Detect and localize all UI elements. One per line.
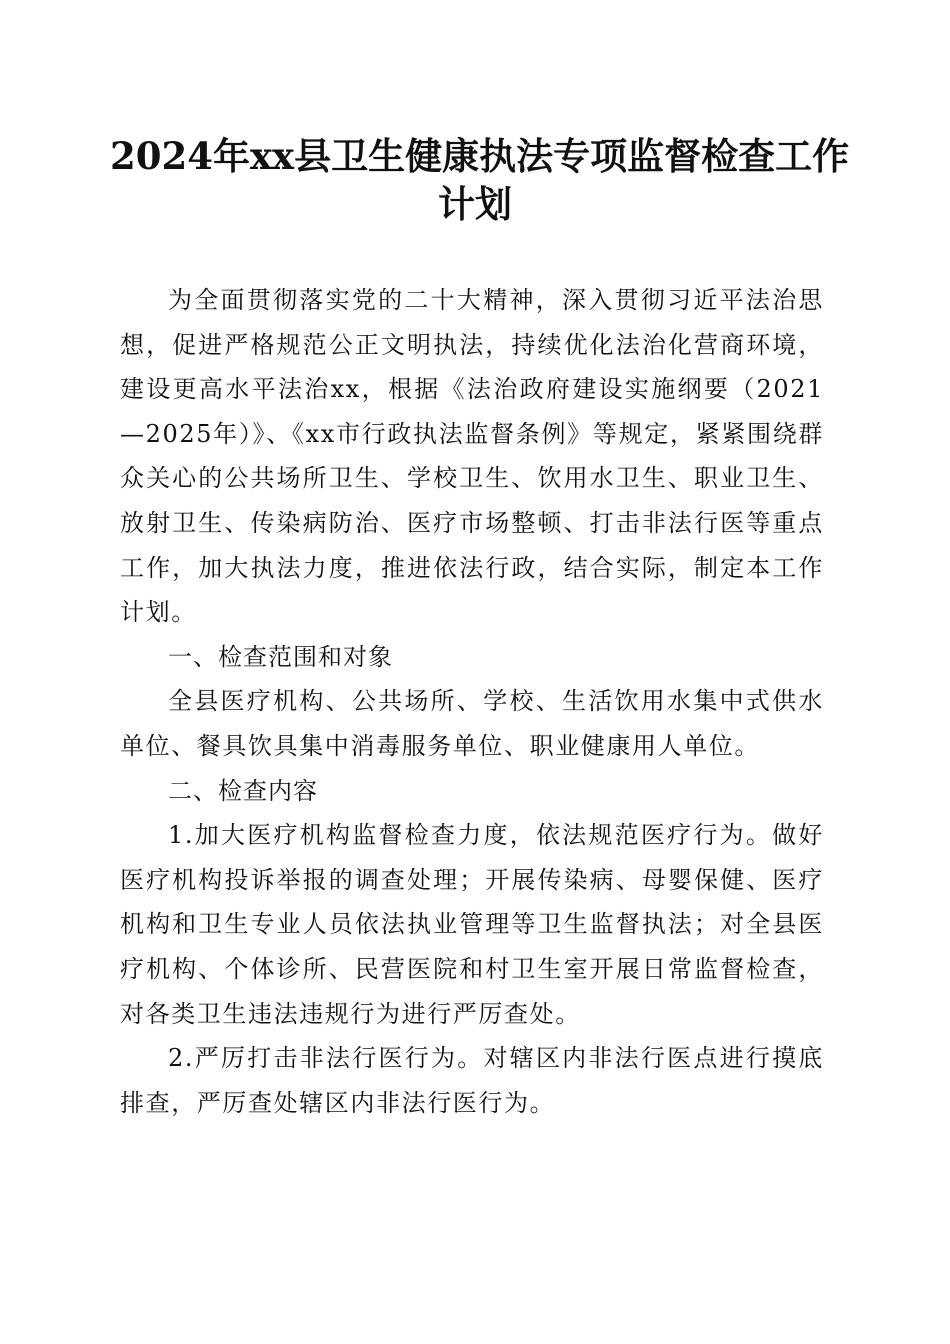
content-item-1: 1.加大医疗机构监督检查力度，依法规范医疗行为。做好医疗机构投诉举报的调查处理；开展传染病、母婴保健、医疗机构和卫生专业人员依法执业管理等卫生监督执法；对全县医疗机构、个体诊所、民营医院和村卫生室开展日常监督检查，对各类卫生违法违规行为进行严厉查处。 bbox=[120, 821, 824, 1028]
document-title-line-2: 计划 bbox=[438, 182, 512, 226]
scope-paragraph: 全县医疗机构、公共场所、学校、生活饮用水集中式供水单位、餐具饮具集中消毒服务单位、职业健康用人单位。 bbox=[120, 687, 824, 760]
document-body bbox=[120, 278, 824, 1125]
section-heading-content: 二、检查内容 bbox=[168, 776, 318, 805]
section-heading-scope: 一、检查范围和对象 bbox=[168, 642, 393, 671]
document-title-line-1: 2024年xx县卫生健康执法专项监督检查工作 bbox=[110, 134, 850, 178]
content-item-2: 2.严厉打击非法行医行为。对辖区内非法行医点进行摸底排查，严厉查处辖区内非法行医行为。 bbox=[120, 1044, 824, 1117]
document-title bbox=[110, 132, 850, 228]
intro-paragraph: 为全面贯彻落实党的二十大精神，深入贯彻习近平法治思想，促进严格规范公正文明执法，持续优化法治化营商环境，建设更高水平法治xx，根据《法治政府建设实施纲要（2021—2025年）》、《xx市行政执法监督条例》等规定，紧紧围绕群众关心的公共场所卫生、学校卫生、饮用水卫生、职业卫生、放射卫生、传染病防治、医疗市场整顿、打击非法行医等重点工作，加大执法力度，推进依法行政，结合实际，制定本工作计划。 bbox=[120, 286, 824, 627]
